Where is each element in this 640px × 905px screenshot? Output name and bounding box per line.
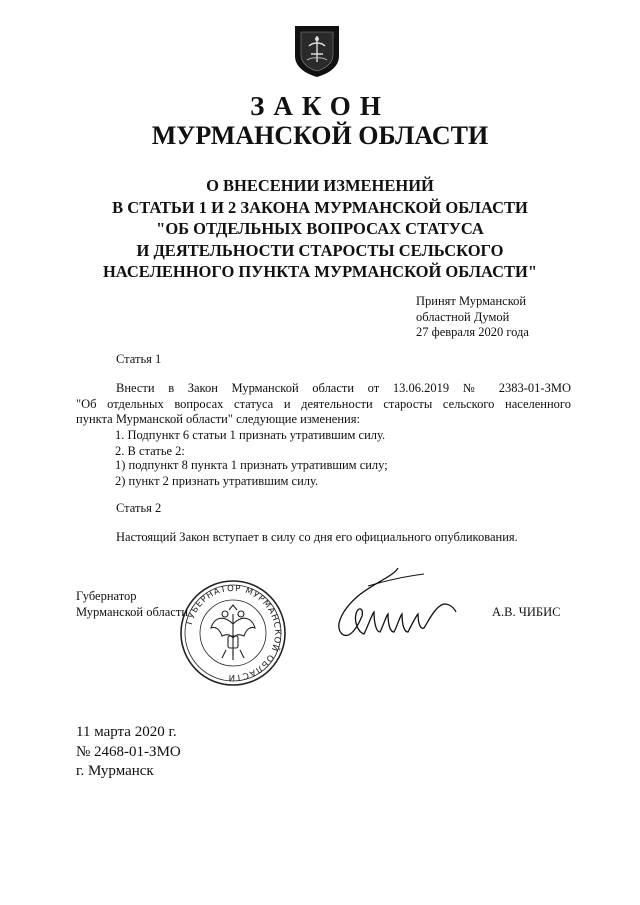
signing-details bbox=[76, 723, 181, 782]
article-2-text: Настоящий Закон вступает в силу со дня его официального опубликования. bbox=[116, 530, 518, 544]
title-line: В СТАТЬИ 1 И 2 ЗАКОНА МУРМАНСКОЙ ОБЛАСТИ bbox=[112, 197, 528, 217]
list-item: 2) пункт 2 признать утратившим силу. bbox=[115, 474, 319, 488]
region-heading: МУРМАНСКОЙ ОБЛАСТИ bbox=[151, 121, 489, 150]
double-headed-eagle-icon bbox=[211, 605, 255, 660]
adoption-line: областной Думой bbox=[416, 309, 510, 324]
governor-title-line: Мурманской области bbox=[76, 604, 189, 619]
signing-date: 11 марта 2020 г. bbox=[76, 724, 177, 740]
adoption-line: Принят Мурманской bbox=[416, 294, 527, 308]
adoption-date: 27 февраля 2020 года bbox=[416, 325, 529, 339]
article-1-intro bbox=[76, 381, 571, 428]
intro-line: "Об отдельных вопросах статуса и деятельности старосты сельского населенного bbox=[76, 396, 571, 411]
title-line: О ВНЕСЕНИИ ИЗМЕНЕНИЙ bbox=[206, 176, 434, 195]
list-item: 2. В статье 2: bbox=[115, 444, 185, 458]
official-seal bbox=[178, 578, 288, 688]
law-number: № 2468-01-ЗМО bbox=[76, 743, 181, 760]
title-line: "ОБ ОТДЕЛЬНЫХ ВОПРОСАХ СТАТУСА bbox=[156, 219, 484, 238]
title-line: И ДЕЯТЕЛЬНОСТИ СТАРОСТЫ СЕЛЬСКОГО bbox=[136, 240, 504, 260]
list-item: 1) подпункт 8 пункта 1 признать утратившим силу; bbox=[115, 458, 388, 472]
title-line: НАСЕЛЕННОГО ПУНКТА МУРМАНСКОЙ ОБЛАСТИ" bbox=[102, 262, 538, 281]
coat-of-arms-icon bbox=[293, 22, 341, 78]
article-2-heading: Статья 2 bbox=[116, 501, 162, 515]
document-type-heading: ЗАКОН bbox=[250, 91, 390, 121]
governor-signature bbox=[328, 566, 458, 646]
governor-title bbox=[76, 589, 188, 620]
list-item: 1. Подпункт 6 статьи 1 признать утратившим силу. bbox=[115, 428, 386, 442]
governor-title-line: Губернатор bbox=[76, 589, 137, 603]
article-1-subitems bbox=[115, 457, 388, 489]
seal-text: ГУБЕРНАТОР МУРМАНСКОЙ ОБЛАСТИ bbox=[184, 583, 283, 683]
adoption-note bbox=[416, 294, 529, 341]
article-1-items bbox=[115, 427, 385, 459]
law-title bbox=[60, 175, 580, 283]
article-1-heading: Статья 1 bbox=[116, 352, 162, 366]
signing-city: г. Мурманск bbox=[76, 763, 154, 779]
governor-name: А.В. ЧИБИС bbox=[492, 605, 561, 619]
intro-line: пункта Мурманской области" следующие изменения: bbox=[76, 412, 360, 426]
intro-line: Внести в Закон Мурманской области от 13.06.2019 № 2383-01-ЗМО bbox=[116, 381, 571, 395]
